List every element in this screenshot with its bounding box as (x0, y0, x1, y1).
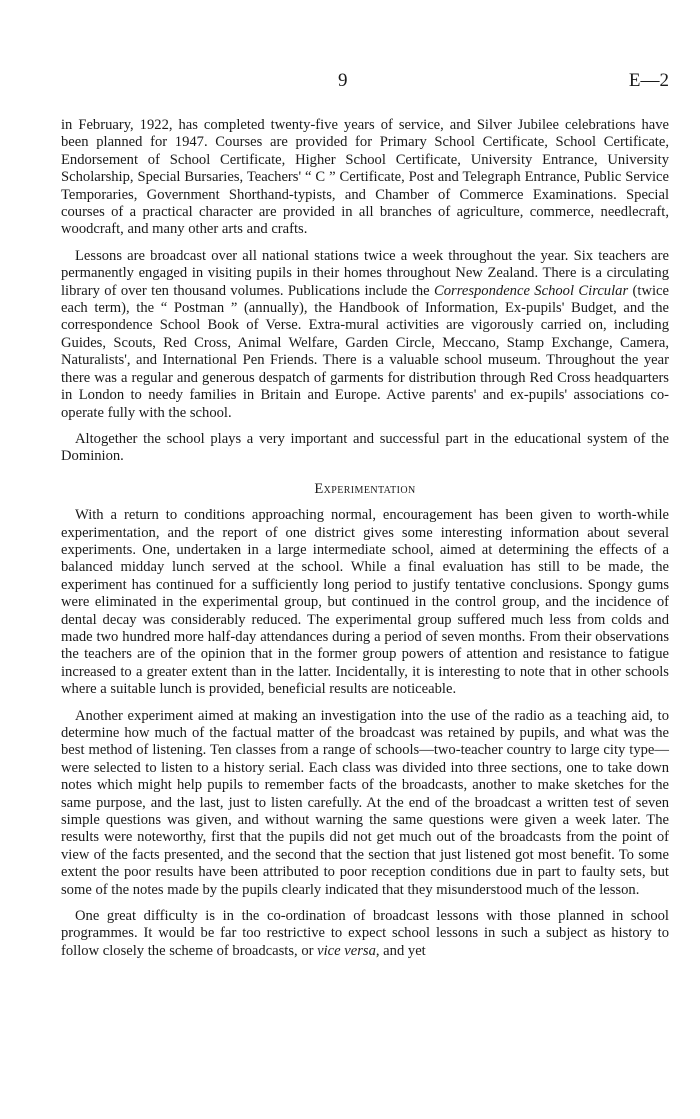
section-code: E—2 (628, 70, 669, 91)
section-heading: Experimentation (314, 480, 416, 497)
paragraph-1: in February, 1922, has completed twenty-five years of service, and Silver Jubilee celebrations have been planned for 1947. Courses are provided for Primary School Certificate, School Certificate, Endorsement of School Certificate, Higher School Certificate, University Entrance, University Scholarship, Special Bursaries, Teachers' “ C ” Certificate, Post and Telegraph Entrance, Public Service Temporaries, Government Shorthand-typists, and Chamber of Commerce Examinations. Special courses of a practical character are provided in all branches of agriculture, commerce, needlecraft, woodcraft, and many other arts and crafts. (61, 117, 669, 238)
paragraph-6 (61, 908, 669, 960)
paragraph-6-text-b: , and yet (375, 942, 426, 959)
paragraph-4: With a return to conditions approaching normal, encouragement has been given to worth-while experimentation, and the report of one district gives some interesting information about several experiments. One, undertaken in a large intermediate school, aimed at determining the effects of a balanced midday lunch served at the school. While a final evaluation has still to be made, the experiment has continued for a sufficiently long period to justify tentative conclusions. Spongy gums were eliminated in the experimental group, but continued in the control group, and the incidence of dental decay was considerably reduced. The experimental group suffered much less from colds and made two hundred more half-day attendances during a period of seven months. From their observations the teachers are of the opinion that in the former group powers of attention and resistance to fatigue increased to a greater extent than in the latter. Incidentally, it is interesting to note that in other schools where a suitable lunch is provided, beneficial results are noticeable. (61, 507, 669, 698)
paragraph-6-text-a: One great difficulty is in the co-ordination of broadcast lessons with those planned in school programmes. It would be far too restrictive to expect school lessons in such a subject as history to follow closely the scheme of broadcasts, or (61, 908, 669, 959)
body-text (61, 117, 669, 969)
page-number: 9 (338, 70, 348, 91)
vice-versa-italic: vice versa (317, 942, 376, 959)
paragraph-2 (61, 248, 669, 422)
paragraph-2-text-a: Lessons are broadcast over all national stations twice a week throughout the year. Six teachers are permanently engaged in visiting pupils in their homes throughout New Zealand. There is a circulating library of over ten thousand volumes. Publications include the (61, 247, 669, 299)
paragraph-3: Altogether the school plays a very important and successful part in the educational system of the Dominion. (61, 430, 669, 465)
page-header (61, 70, 669, 94)
circular-title: Correspondence School Circular (434, 282, 629, 299)
paragraph-5: Another experiment aimed at making an investigation into the use of the radio as a teaching aid, to determine how much of the factual matter of the broadcast was retained by pupils, and what was the best method of listening. Ten classes from a range of schools—two-teacher country to large city type—were selected to listen to a history serial. Each class was divided into three sections, one to take down notes which might help pupils to remember facts of the broadcasts, another to make sketches for the same purpose, and the last, just to listen carefully. At the end of the broadcast a written test of seven simple questions was given, and without warning the same questions were given a week later. The results were noteworthy, first that the pupils did not get much out of the broadcasts from the point of view of the facts presented, and the second that the section that just listened got most benefit. To some extent the poor results have been attributed to poor reception conditions due in part to faulty sets, but some of the notes made by the pupils clearly indicated that they misunderstood much of the lesson. (61, 707, 669, 898)
paragraph-2-text-b: (twice each term), the “ Postman ” (annually), the Handbook of Information, Ex-pupils' Budget, and the correspondence School Book of Verse. Extra-mural activities are vigorously carried on, including Guides, Scouts, Red Cross, Animal Welfare, Garden Circle, Meccano, Stamp Exchange, Camera, Naturalists', and International Pen Friends. There is a valuable school museum. Throughout the year there was a regular and generous despatch of garments for distribution through Red Cross headquarters in London to needy families in Britain and Europe. Active parents' and ex-pupils' associations co-operate fully with the school. (61, 282, 669, 421)
